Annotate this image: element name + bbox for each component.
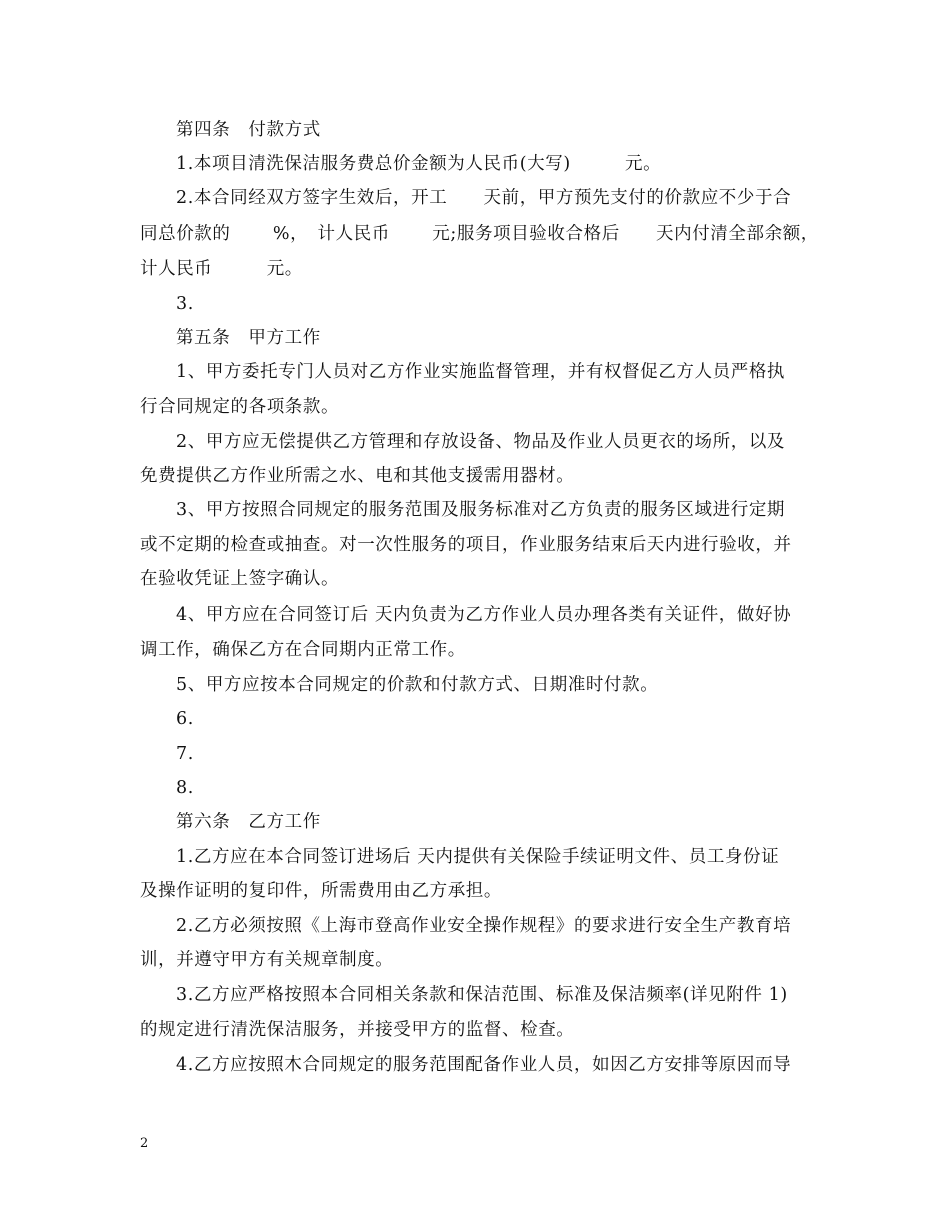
paragraph-line: 训，并遵守甲方有关规章制度。 xyxy=(140,950,394,970)
paragraph-line: 3、甲方按照合同规定的服务范围及服务标准对乙方负责的服务区域进行定期 xyxy=(176,500,786,520)
paragraph-line: 2、甲方应无偿提供乙方管理和存放设备、物品及作业人员更衣的场所，以及 xyxy=(176,432,786,452)
paragraph-line: 5、甲方应按本合同规定的价款和付款方式、日期准时付款。 xyxy=(176,675,659,695)
paragraph-line: 免费提供乙方作业所需之水、电和其他支援需用器材。 xyxy=(140,466,575,486)
article-6-heading: 第六条 乙方工作 xyxy=(176,812,321,832)
paragraph-line: 8. xyxy=(176,778,194,798)
paragraph-line: 同总价款的 %， 计人民币 元;服务项目验收合格后 天内付清全部余额， xyxy=(140,224,819,244)
paragraph-line: 计人民币 元。 xyxy=(140,259,303,279)
paragraph-line: 的规定进行清洗保洁服务，并接受甲方的监督、检查。 xyxy=(140,1020,575,1040)
page-number: 2 xyxy=(140,1136,149,1151)
paragraph-line: 1.乙方应在本合同签订进场后 天内提供有关保险手续证明文件、员工身份证 xyxy=(176,847,780,867)
paragraph-line: 调工作，确保乙方在合同期内正常工作。 xyxy=(140,640,466,660)
article-5-heading: 第五条 甲方工作 xyxy=(176,328,321,348)
paragraph-line: 在验收凭证上签字确认。 xyxy=(140,569,340,589)
paragraph-line: 3.乙方应严格按照本合同相关条款和保洁范围、标准及保洁频率(详见附件 1) xyxy=(176,985,788,1005)
paragraph-line: 行合同规定的各项条款。 xyxy=(140,397,340,417)
paragraph-line: 3. xyxy=(176,294,194,314)
paragraph-line: 2.乙方必须按照《上海市登高作业安全操作规程》的要求进行安全生产教育培 xyxy=(176,916,792,936)
paragraph-line: 或不定期的检查或抽查。对一次性服务的项目，作业服务结束后天内进行验收，并 xyxy=(140,535,792,555)
paragraph-line: 7. xyxy=(176,744,194,764)
paragraph-line: 2.本合同经双方签字生效后，开工 天前，甲方预先支付的价款应不少于合 xyxy=(176,188,792,208)
article-4-heading: 第四条 付款方式 xyxy=(176,120,321,140)
paragraph-line: 1、甲方委托专门人员对乙方作业实施监督管理，并有权督促乙方人员严格执 xyxy=(176,362,786,382)
paragraph-line: 4、甲方应在合同签订后 天内负责为乙方作业人员办理各类有关证件，做好协 xyxy=(176,605,792,625)
paragraph-line: 6. xyxy=(176,709,194,729)
paragraph-line: 1.本项目清洗保洁服务费总价金额为人民币(大写) 元。 xyxy=(176,154,662,174)
paragraph-line: 及操作证明的复印件，所需费用由乙方承担。 xyxy=(140,881,502,901)
paragraph-line: 4.乙方应按照木合同规定的服务范围配备作业人员，如因乙方安排等原因而导 xyxy=(176,1055,792,1075)
